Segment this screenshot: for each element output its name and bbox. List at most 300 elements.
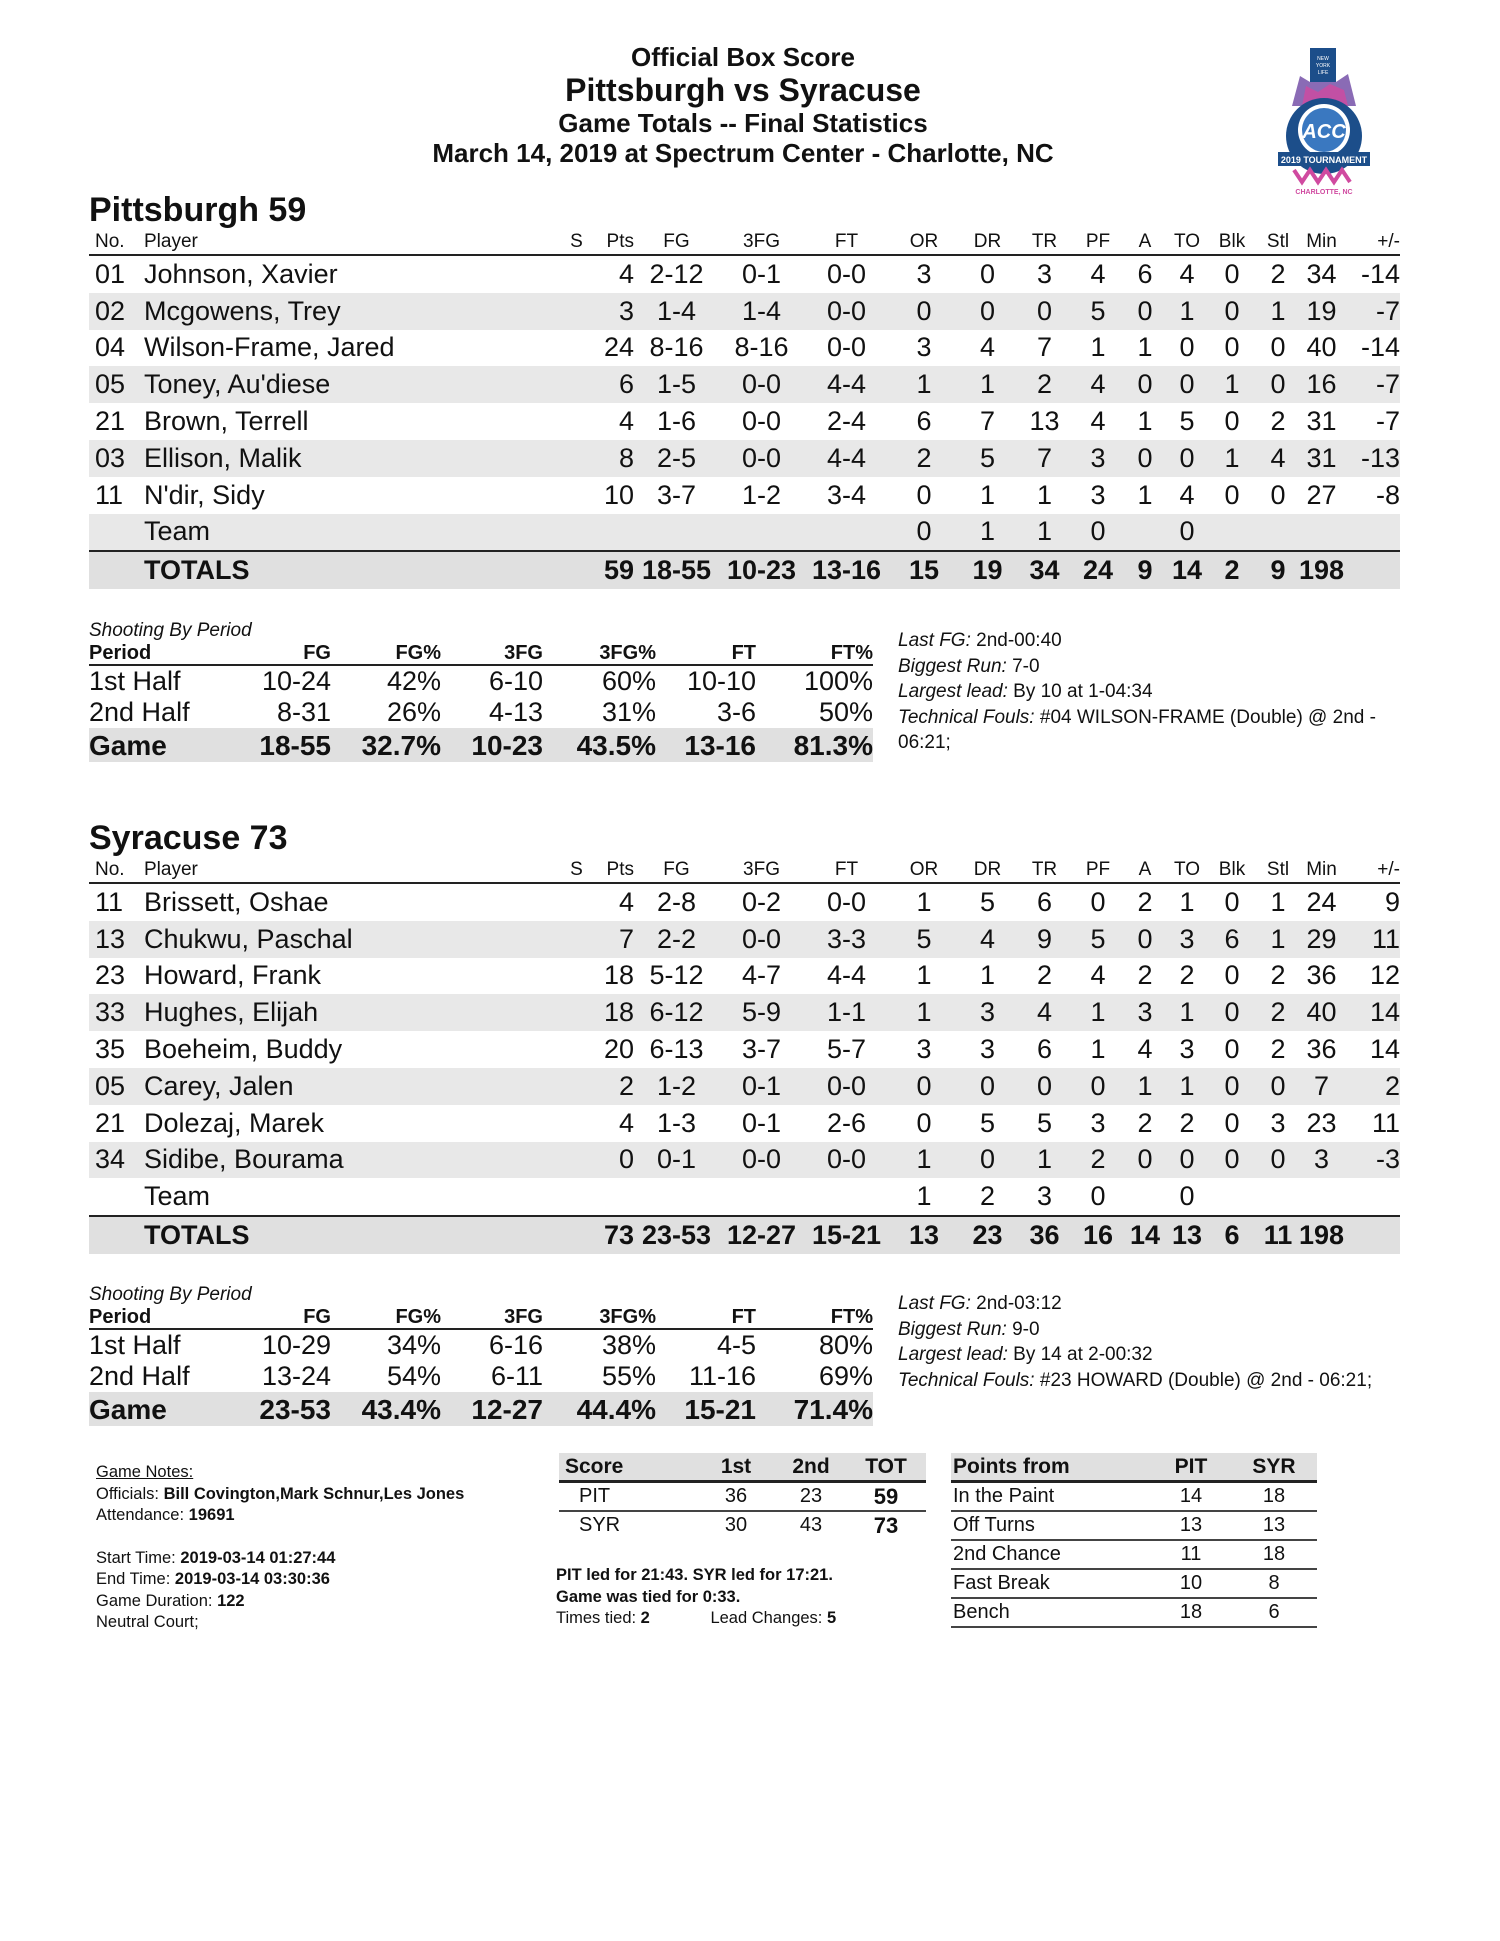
cell-or: 6 bbox=[916, 406, 932, 437]
cell-or: 0 bbox=[916, 479, 932, 510]
shooting-col-header: Period bbox=[89, 1306, 209, 1329]
cell-player: Sidibe, Bourama bbox=[144, 1142, 564, 1179]
cell-starter bbox=[564, 1031, 589, 1068]
shooting-cell: 100% bbox=[803, 666, 873, 696]
total-min: 198 bbox=[1299, 1216, 1344, 1254]
shooting-cell: 50% bbox=[818, 697, 873, 727]
cell-no: 21 bbox=[95, 406, 126, 437]
cell-ft: 4-4 bbox=[804, 440, 889, 477]
col-header-tr: TR bbox=[1016, 858, 1073, 883]
cell-ft bbox=[804, 514, 889, 552]
cell-player: Johnson, Xavier bbox=[144, 258, 338, 289]
points-from-col-header: SYR bbox=[1231, 1453, 1317, 1482]
total-blk: 6 bbox=[1207, 1216, 1257, 1254]
cell-pts: 4 bbox=[618, 406, 634, 437]
shooting-cell: 4-13 bbox=[488, 697, 543, 727]
player-row bbox=[89, 403, 1400, 440]
cell-plus-minus: 11 bbox=[1371, 1107, 1400, 1138]
cell-stl: 2 bbox=[1270, 1034, 1286, 1065]
cell-pts bbox=[589, 1178, 634, 1216]
shooting-cell: 6-16 bbox=[488, 1330, 543, 1360]
shooting-col-header: 3FG bbox=[441, 642, 543, 665]
col-header-dr: DR bbox=[959, 858, 1016, 883]
cell-min: 19 bbox=[1299, 293, 1344, 330]
cell-min: 34 bbox=[1306, 258, 1337, 289]
cell-pts: 24 bbox=[603, 332, 634, 363]
cell-plus-minus: 2 bbox=[1344, 1068, 1400, 1105]
cell-plus-minus bbox=[1344, 514, 1400, 552]
cell-stl: 1 bbox=[1270, 886, 1286, 917]
cell-pts bbox=[589, 514, 634, 552]
cell-fg: 2-5 bbox=[634, 440, 719, 477]
cell-plus-minus: 12 bbox=[1369, 960, 1400, 991]
cell-blk: 0 bbox=[1224, 1107, 1240, 1138]
cell-dr: 5 bbox=[979, 886, 996, 917]
total-fg: 23-53 bbox=[634, 1216, 719, 1254]
cell-or: 1 bbox=[916, 1181, 932, 1212]
cell-no bbox=[89, 514, 144, 552]
cell-plus-minus: -3 bbox=[1344, 1142, 1400, 1179]
cell-or: 0 bbox=[889, 514, 959, 552]
points-from-cell: 13 bbox=[1151, 1511, 1231, 1540]
shooting-game-cell: 71.4% bbox=[756, 1392, 873, 1426]
cell-to: 3 bbox=[1179, 1034, 1195, 1065]
cell-pts: 2 bbox=[589, 1068, 634, 1105]
cell-plus-minus: 9 bbox=[1384, 886, 1400, 917]
cell-stl: 3 bbox=[1270, 1107, 1286, 1138]
cell-starter bbox=[564, 883, 589, 921]
cell-player: Brown, Terrell bbox=[144, 406, 309, 437]
cell-blk: 0 bbox=[1224, 332, 1240, 363]
cell-or: 3 bbox=[916, 332, 932, 363]
cell-no: 11 bbox=[95, 479, 124, 510]
cell-dr: 5 bbox=[979, 1107, 996, 1138]
points-from-cell: In the Paint bbox=[951, 1482, 1151, 1512]
col-header-or: OR bbox=[889, 230, 959, 255]
cell-dr: 0 bbox=[959, 1142, 1016, 1179]
cell-stl: 2 bbox=[1257, 994, 1299, 1031]
shooting-game-row bbox=[89, 1392, 873, 1426]
cell-or: 0 bbox=[889, 293, 959, 330]
col-header-plus-minus: +/- bbox=[1344, 858, 1400, 883]
cell-to: 4 bbox=[1179, 258, 1195, 289]
end-time-label: End Time: bbox=[96, 1570, 171, 1588]
largest-lead-line bbox=[898, 1342, 1378, 1368]
score-cell: 59 bbox=[846, 1482, 926, 1512]
cell-ft: 0-0 bbox=[826, 886, 867, 917]
cell-3fg: 0-0 bbox=[719, 1142, 804, 1179]
cell-dr: 3 bbox=[959, 994, 1016, 1031]
cell-stl bbox=[1257, 1178, 1299, 1216]
syracuse-team-title: Syracuse 73 bbox=[89, 819, 288, 857]
total-ft: 15-21 bbox=[804, 1216, 889, 1254]
cell-to: 0 bbox=[1167, 440, 1207, 477]
total-to: 13 bbox=[1167, 1216, 1207, 1254]
cell-3fg: 0-1 bbox=[719, 1068, 804, 1105]
cell-player: Team bbox=[144, 514, 564, 552]
col-header-tr: TR bbox=[1016, 230, 1073, 255]
cell-min: 36 bbox=[1306, 960, 1337, 991]
cell-a: 1 bbox=[1137, 406, 1153, 437]
shooting-by-period-label: Shooting By Period bbox=[89, 620, 252, 641]
cell-no bbox=[89, 1178, 144, 1216]
cell-to: 0 bbox=[1179, 332, 1195, 363]
cell-a: 3 bbox=[1123, 994, 1167, 1031]
shooting-col-header: FG% bbox=[331, 1306, 441, 1329]
cell-to: 0 bbox=[1167, 1142, 1207, 1179]
cell-ft: 0-0 bbox=[804, 1142, 889, 1179]
col-header-blk: Blk bbox=[1207, 858, 1257, 883]
cell-a bbox=[1123, 1178, 1167, 1216]
cell-blk bbox=[1207, 514, 1257, 552]
technical-fouls-line bbox=[898, 1368, 1378, 1394]
cell-pf: 1 bbox=[1090, 332, 1106, 363]
cell-fg: 1-5 bbox=[634, 366, 719, 403]
cell-starter bbox=[564, 921, 589, 958]
syracuse-shooting-by-period bbox=[89, 1284, 873, 1426]
cell-no: 03 bbox=[89, 440, 144, 477]
shooting-col-header: FG bbox=[209, 1306, 331, 1329]
shooting-cell: 54% bbox=[386, 1361, 441, 1391]
score-cell: PIT bbox=[559, 1482, 696, 1512]
cell-fg: 6-13 bbox=[649, 1034, 704, 1065]
cell-min: 40 bbox=[1306, 332, 1337, 363]
total-3fg: 10-23 bbox=[719, 551, 804, 589]
cell-fg bbox=[634, 514, 719, 552]
cell-blk: 0 bbox=[1224, 1034, 1240, 1065]
shooting-col-header: 3FG bbox=[441, 1306, 543, 1329]
total-fg: 18-55 bbox=[634, 551, 719, 589]
player-row bbox=[89, 1105, 1400, 1142]
cell-blk bbox=[1207, 1178, 1257, 1216]
cell-starter bbox=[564, 403, 589, 440]
cell-ft: 0-0 bbox=[804, 293, 889, 330]
points-from-row bbox=[951, 1540, 1317, 1569]
player-row bbox=[89, 440, 1400, 477]
table-header-row bbox=[89, 230, 1400, 255]
cell-stl: 1 bbox=[1257, 921, 1299, 958]
cell-player: Chukwu, Paschal bbox=[144, 921, 564, 958]
shooting-cell: 10-10 bbox=[686, 666, 756, 696]
cell-dr: 1 bbox=[979, 479, 996, 510]
cell-no: 33 bbox=[89, 994, 144, 1031]
shooting-cell: 1st Half bbox=[89, 666, 181, 696]
cell-to: 4 bbox=[1179, 479, 1195, 510]
cell-min bbox=[1299, 1178, 1344, 1216]
cell-plus-minus: -8 bbox=[1375, 479, 1400, 510]
end-time: 2019-03-14 03:30:36 bbox=[174, 1570, 330, 1588]
cell-no: 21 bbox=[95, 1107, 126, 1138]
cell-tr: 3 bbox=[1036, 1181, 1053, 1212]
cell-dr: 0 bbox=[959, 1068, 1016, 1105]
cell-pf: 5 bbox=[1073, 293, 1123, 330]
report-header bbox=[0, 42, 1486, 168]
cell-plus-minus: -13 bbox=[1344, 440, 1400, 477]
shooting-col-header: FT% bbox=[756, 1306, 873, 1329]
cell-dr: 3 bbox=[979, 1034, 996, 1065]
cell-starter bbox=[564, 330, 589, 367]
cell-stl: 0 bbox=[1270, 332, 1286, 363]
player-row bbox=[89, 1142, 1400, 1179]
score-cell: 30 bbox=[724, 1514, 748, 1536]
cell-pts: 8 bbox=[589, 440, 634, 477]
col-header-to: TO bbox=[1167, 230, 1207, 255]
last-fg-label: Last FG: bbox=[898, 1293, 971, 1314]
cell-ft: 3-4 bbox=[826, 479, 867, 510]
cell-pf: 3 bbox=[1090, 479, 1106, 510]
cell-or: 1 bbox=[916, 960, 932, 991]
score-by-half-table bbox=[559, 1453, 926, 1539]
cell-ft: 5-7 bbox=[826, 1034, 867, 1065]
doc-title: Official Box Score bbox=[631, 42, 855, 72]
cell-dr: 2 bbox=[979, 1181, 996, 1212]
cell-pf: 0 bbox=[1073, 514, 1123, 552]
cell-3fg: 0-2 bbox=[741, 886, 782, 917]
total-pf: 24 bbox=[1073, 551, 1123, 589]
cell-dr: 1 bbox=[959, 514, 1016, 552]
score-cell: 73 bbox=[873, 1512, 899, 1538]
cell-tr: 5 bbox=[1036, 1107, 1053, 1138]
cell-tr: 9 bbox=[1016, 921, 1073, 958]
cell-a: 4 bbox=[1137, 1034, 1153, 1065]
cell-starter bbox=[564, 1178, 589, 1216]
shooting-period-row bbox=[89, 1329, 873, 1361]
cell-player: Carey, Jalen bbox=[144, 1068, 564, 1105]
cell-3fg: 0-0 bbox=[719, 921, 804, 958]
shooting-cell: 4-5 bbox=[716, 1330, 756, 1360]
cell-to: 3 bbox=[1167, 921, 1207, 958]
cell-min: 36 bbox=[1306, 1034, 1337, 1065]
player-row bbox=[89, 255, 1400, 293]
pittsburgh-shooting-by-period bbox=[89, 620, 873, 762]
shooting-col-header: 3FG% bbox=[543, 1306, 656, 1329]
cell-fg bbox=[634, 1178, 719, 1216]
cell-fg: 1-3 bbox=[656, 1107, 697, 1138]
shooting-cell: 26% bbox=[386, 697, 441, 727]
cell-a: 0 bbox=[1123, 921, 1167, 958]
shooting-by-period-label: Shooting By Period bbox=[89, 1284, 252, 1305]
last-fg-line bbox=[898, 1291, 1378, 1317]
player-row bbox=[89, 1068, 1400, 1105]
points-from-cell: Fast Break bbox=[951, 1569, 1151, 1598]
cell-no: 02 bbox=[89, 293, 144, 330]
cell-a: 1 bbox=[1137, 332, 1153, 363]
shooting-col-header: 3FG% bbox=[543, 642, 656, 665]
svg-text:2019 TOURNAMENT: 2019 TOURNAMENT bbox=[1280, 155, 1368, 165]
cell-fg: 2-8 bbox=[656, 886, 697, 917]
cell-ft bbox=[804, 1178, 889, 1216]
cell-dr: 1 bbox=[959, 366, 1016, 403]
col-header-min: Min bbox=[1299, 230, 1344, 255]
cell-or: 2 bbox=[889, 440, 959, 477]
totals-row bbox=[89, 551, 1400, 589]
largest-lead-label: Largest lead: bbox=[898, 681, 1008, 702]
cell-dr: 1 bbox=[979, 960, 996, 991]
col-header-no: No. bbox=[89, 858, 144, 883]
table-header-row bbox=[89, 858, 1400, 883]
cell-tr: 6 bbox=[1036, 886, 1053, 917]
start-time: 2019-03-14 01:27:44 bbox=[180, 1548, 336, 1567]
shooting-game-cell: 12-27 bbox=[441, 1392, 543, 1426]
officials-label: Officials: bbox=[96, 1484, 159, 1503]
col-header-a: A bbox=[1123, 858, 1167, 883]
shooting-cell: 2nd Half bbox=[89, 697, 190, 727]
shooting-cell: 6-11 bbox=[490, 1361, 543, 1391]
shooting-cell: 55% bbox=[601, 1361, 656, 1391]
col-header-min: Min bbox=[1299, 858, 1344, 883]
col-header-3fg: 3FG bbox=[719, 230, 804, 255]
shooting-cell: 8-31 bbox=[276, 697, 331, 727]
points-from-col-header: Points from bbox=[951, 1453, 1151, 1482]
cell-dr: 0 bbox=[959, 293, 1016, 330]
shooting-cell: 10-24 bbox=[261, 666, 331, 696]
shooting-cell: 2nd Half bbox=[89, 1361, 190, 1391]
technical-fouls-label: Technical Fouls: bbox=[898, 706, 1035, 728]
cell-min: 3 bbox=[1299, 1142, 1344, 1179]
cell-blk: 1 bbox=[1207, 440, 1257, 477]
player-row bbox=[89, 514, 1400, 552]
cell-pts: 4 bbox=[618, 886, 634, 917]
shooting-period-row bbox=[89, 665, 873, 697]
subtitle: Game Totals -- Final Statistics bbox=[558, 108, 928, 138]
col-header-or: OR bbox=[889, 858, 959, 883]
points-from-cell: Bench bbox=[951, 1598, 1151, 1627]
cell-plus-minus: -14 bbox=[1360, 258, 1400, 289]
cell-3fg: 8-16 bbox=[734, 332, 789, 363]
cell-pf: 0 bbox=[1073, 1068, 1123, 1105]
cell-min: 27 bbox=[1306, 479, 1337, 510]
cell-a: 0 bbox=[1123, 1142, 1167, 1179]
cell-3fg bbox=[719, 514, 804, 552]
start-time-label: Start Time: bbox=[96, 1548, 176, 1567]
cell-blk: 0 bbox=[1207, 1142, 1257, 1179]
cell-no: 05 bbox=[89, 366, 144, 403]
cell-to: 1 bbox=[1167, 994, 1207, 1031]
cell-no: 04 bbox=[95, 332, 126, 363]
matchup-title: Pittsburgh vs Syracuse bbox=[565, 72, 921, 108]
cell-pf: 4 bbox=[1090, 960, 1106, 991]
shooting-game-cell: Game bbox=[89, 728, 209, 762]
player-row bbox=[89, 1031, 1400, 1068]
score-cell: SYR bbox=[579, 1514, 621, 1536]
total-or: 13 bbox=[889, 1216, 959, 1254]
shooting-col-header: FG bbox=[209, 642, 331, 665]
largest-lead-label: Largest lead: bbox=[898, 1344, 1008, 1365]
cell-min: 31 bbox=[1306, 406, 1337, 437]
cell-no: 13 bbox=[89, 921, 144, 958]
cell-tr: 0 bbox=[1016, 1068, 1073, 1105]
cell-plus-minus: -7 bbox=[1375, 406, 1400, 437]
cell-blk: 0 bbox=[1224, 406, 1240, 437]
cell-plus-minus: -14 bbox=[1360, 332, 1400, 363]
score-cell: 43 bbox=[799, 1514, 823, 1536]
cell-starter bbox=[564, 477, 589, 514]
total-plus-minus bbox=[1344, 551, 1400, 589]
cell-stl: 2 bbox=[1270, 258, 1286, 289]
cell-pts: 20 bbox=[603, 1034, 634, 1065]
cell-3fg: 0-0 bbox=[719, 366, 804, 403]
total-3fg: 12-27 bbox=[719, 1216, 804, 1254]
cell-to: 1 bbox=[1167, 1068, 1207, 1105]
cell-min: 23 bbox=[1306, 1107, 1337, 1138]
cell-tr: 7 bbox=[1036, 332, 1053, 363]
col-header-fg: FG bbox=[634, 858, 719, 883]
cell-blk: 0 bbox=[1224, 960, 1240, 991]
cell-or: 1 bbox=[889, 994, 959, 1031]
cell-a: 2 bbox=[1137, 886, 1153, 917]
cell-tr: 3 bbox=[1036, 258, 1053, 289]
cell-a: 0 bbox=[1123, 293, 1167, 330]
cell-or: 3 bbox=[916, 1034, 932, 1065]
shooting-col-header: FT% bbox=[756, 642, 873, 665]
cell-ft: 0-0 bbox=[804, 1068, 889, 1105]
svg-text:LIFE: LIFE bbox=[1317, 70, 1329, 76]
lead-changes-label: Lead Changes: bbox=[710, 1609, 823, 1627]
cell-no: 34 bbox=[89, 1142, 144, 1179]
cell-min: 16 bbox=[1299, 366, 1344, 403]
cell-a: 1 bbox=[1123, 1068, 1167, 1105]
cell-no: 11 bbox=[95, 886, 124, 917]
cell-3fg bbox=[719, 1178, 804, 1216]
cell-pts: 18 bbox=[603, 960, 634, 991]
cell-pf: 0 bbox=[1090, 1181, 1106, 1212]
col-header-player: Player bbox=[144, 230, 564, 255]
cell-stl: 0 bbox=[1257, 1068, 1299, 1105]
player-row bbox=[89, 1178, 1400, 1216]
col-header-starter: S bbox=[564, 858, 589, 883]
cell-player: Howard, Frank bbox=[144, 960, 322, 991]
cell-to: 0 bbox=[1179, 1181, 1195, 1212]
cell-ft: 2-4 bbox=[826, 406, 867, 437]
cell-tr: 4 bbox=[1016, 994, 1073, 1031]
cell-fg: 1-2 bbox=[634, 1068, 719, 1105]
total-a: 14 bbox=[1123, 1216, 1167, 1254]
cell-pf: 4 bbox=[1090, 406, 1106, 437]
points-from-row bbox=[951, 1598, 1317, 1627]
shooting-cell: 38% bbox=[601, 1330, 656, 1360]
syracuse-box-score-table bbox=[89, 858, 1400, 1254]
points-from-table bbox=[951, 1453, 1317, 1628]
technical-fouls-line bbox=[898, 705, 1378, 756]
date-venue: March 14, 2019 at Spectrum Center - Charlotte, NC bbox=[432, 138, 1054, 168]
cell-no: 23 bbox=[95, 960, 126, 991]
cell-stl: 2 bbox=[1270, 406, 1286, 437]
cell-pf: 0 bbox=[1090, 886, 1106, 917]
pittsburgh-box-score-table bbox=[89, 230, 1400, 589]
cell-starter bbox=[564, 1142, 589, 1179]
pittsburgh-team-title: Pittsburgh 59 bbox=[89, 191, 307, 229]
total-tr: 34 bbox=[1016, 551, 1073, 589]
shooting-cell: 60% bbox=[601, 666, 656, 696]
points-from-row bbox=[951, 1482, 1317, 1512]
points-from-cell: 8 bbox=[1231, 1569, 1317, 1598]
score-row bbox=[559, 1511, 926, 1539]
cell-dr: 4 bbox=[979, 332, 996, 363]
acc-tournament-logo bbox=[1272, 46, 1376, 198]
shooting-header-row bbox=[89, 1306, 873, 1329]
duration-label: Game Duration: bbox=[96, 1591, 213, 1610]
cell-pts: 18 bbox=[589, 994, 634, 1031]
cell-3fg: 0-0 bbox=[719, 440, 804, 477]
cell-min: 29 bbox=[1299, 921, 1344, 958]
cell-tr: 13 bbox=[1029, 406, 1060, 437]
shooting-game-cell: 10-23 bbox=[441, 728, 543, 762]
score-col-header: 1st bbox=[696, 1453, 776, 1482]
technical-fouls-label: Technical Fouls: bbox=[898, 1369, 1035, 1391]
cell-fg: 8-16 bbox=[649, 332, 704, 363]
total-no bbox=[89, 551, 144, 589]
cell-plus-minus: -7 bbox=[1344, 366, 1400, 403]
